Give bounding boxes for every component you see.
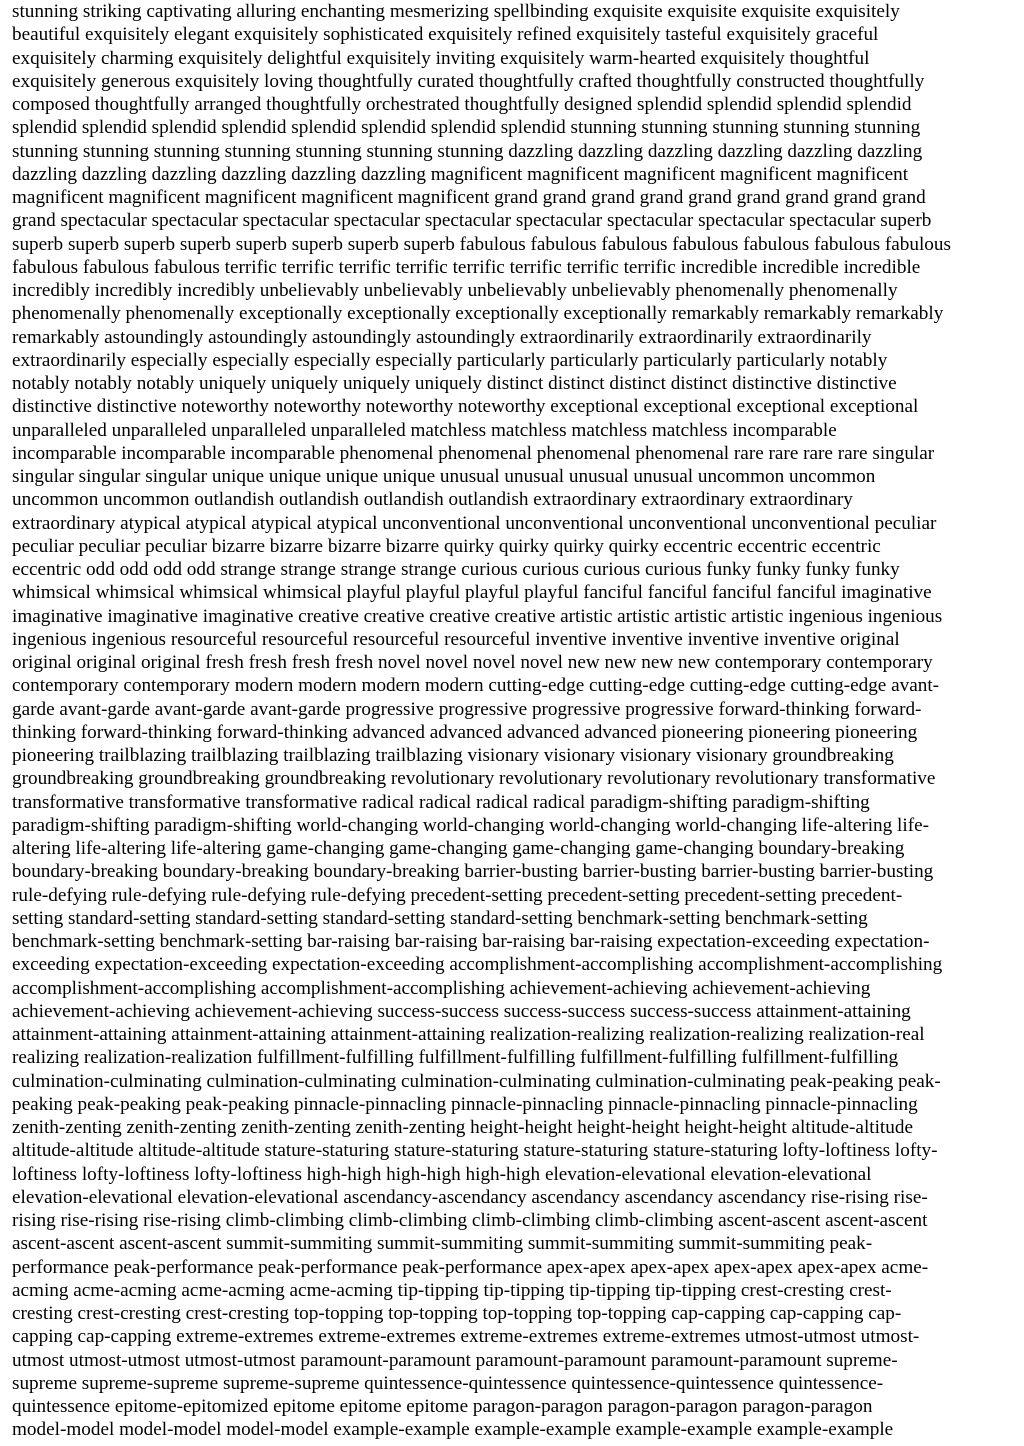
text-line: extraordinarily especially especially especially especially particularly particularly particularly particularly notably — [12, 349, 888, 371]
text-line: stunning striking captivating alluring enchanting mesmerizing spellbinding exquisite exquisite exquisite exquisitely — [12, 1, 900, 22]
text-line: ingenious ingenious resourceful resourceful resourceful resourceful inventive inventive inventive inventive original — [12, 628, 900, 650]
text-line: paradigm-shifting paradigm-shifting world-changing world-changing world-changing world-changing life-altering life- — [12, 814, 929, 836]
text-line: magnificent magnificent magnificent magnificent magnificent grand grand grand grand grand grand grand grand grand — [12, 187, 926, 208]
text-line: thinking forward-thinking forward-thinking advanced advanced advanced advanced pioneering pioneering pioneering — [12, 721, 918, 743]
text-line: extraordinary atypical atypical atypical atypical unconventional unconventional unconventional unconventional peculiar — [12, 512, 937, 534]
text-line: cresting crest-cresting crest-cresting top-topping top-topping top-topping top-topping cap-capping cap-capping cap- — [12, 1303, 902, 1324]
text-line: accomplishment-accomplishing accomplishment-accomplishing achievement-achieving achievement-achieving — [12, 977, 871, 999]
text-line: garde avant-garde avant-garde avant-garde progressive progressive progressive progressive forward-thinking forward- — [12, 698, 922, 720]
text-line: culmination-culminating culmination-culminating culmination-culminating culmination-culminating peak-peaking peak- — [12, 1070, 941, 1092]
text-line: whimsical whimsical whimsical whimsical playful playful playful playful fanciful fanciful fanciful fanciful imaginative — [12, 582, 932, 604]
text-line: exquisitely generous exquisitely loving thoughtfully curated thoughtfully crafted thoughtfully constructed thoughtfully — [12, 70, 925, 92]
text-line: ascent-ascent ascent-ascent summit-summiting summit-summiting summit-summiting summit-summiting peak- — [12, 1233, 873, 1255]
text-line: setting standard-setting standard-setting standard-setting standard-setting benchmark-setting benchmark-setting — [12, 907, 868, 929]
text-line: groundbreaking groundbreaking groundbreaking revolutionary revolutionary revolutionary revolutionary transformative — [12, 768, 936, 790]
text-line: rule-defying rule-defying rule-defying rule-defying precedent-setting precedent-setting precedent-setting precedent- — [12, 884, 903, 906]
text-line: supreme supreme-supreme supreme-supreme quintessence-quintessence quintessence-quintessence quintessence- — [12, 1372, 884, 1394]
text-line: rising rise-rising rise-rising climb-climbing climb-climbing climb-climbing climb-climbing ascent-ascent ascent-ascent — [12, 1210, 928, 1231]
text-line: uncommon uncommon outlandish outlandish outlandish outlandish extraordinary extraordinary extraordinary — [12, 489, 853, 511]
text-line: exceeding expectation-exceeding expectation-exceeding accomplishment-accomplishing accomplishment-accomplishing — [12, 954, 943, 976]
text-line: attainment-attaining attainment-attaining attainment-attaining realization-realizing realization-realizing realization-real — [12, 1024, 925, 1045]
text-line: exquisitely charming exquisitely delightful exquisitely inviting exquisitely warm-hearted exquisitely thoughtful — [12, 47, 870, 69]
text-line: acming acme-acming acme-acming acme-acming tip-tipping tip-tipping tip-tipping tip-tipping crest-cresting crest- — [12, 1279, 892, 1301]
text-line: dazzling dazzling dazzling dazzling dazzling dazzling magnificent magnificent magnificent magnificent magnificent — [12, 163, 909, 185]
text-line: beautiful exquisitely elegant exquisitely sophisticated exquisitely refined exquisitely tasteful exquisitely graceful — [12, 24, 879, 46]
text-line: loftiness lofty-loftiness lofty-loftiness high-high high-high high-high elevation-elevational elevation-elevational — [12, 1163, 872, 1185]
text-line: boundary-breaking boundary-breaking boundary-breaking barrier-busting barrier-busting barrier-busting barrier-busting — [12, 861, 934, 883]
text-line: imaginative imaginative imaginative creative creative creative creative artistic artistic artistic artistic ingenious ingenious — [12, 605, 943, 627]
text-line: model-model model-model model-model example-example example-example example-example example-example — [12, 1419, 894, 1441]
text-line: achievement-achieving achievement-achieving success-success success-success success-success attainment-attaining — [12, 1000, 911, 1022]
text-line: pioneering trailblazing trailblazing trailblazing trailblazing visionary visionary visionary visionary groundbreaking — [12, 745, 894, 766]
text-line: elevation-elevational elevation-elevational ascendancy-ascendancy ascendancy ascendancy ascendancy rise-rising rise- — [12, 1186, 928, 1208]
text-line: stunning stunning stunning stunning stunning stunning stunning dazzling dazzling dazzling dazzling dazzling dazzling — [12, 140, 923, 162]
text-line: eccentric odd odd odd odd strange strange strange strange curious curious curious curious funky funky funky funky — [12, 559, 900, 580]
text-line: splendid splendid splendid splendid splendid splendid splendid splendid stunning stunning stunning stunning stunning — [12, 117, 921, 139]
text-line: notably notably notably uniquely uniquely uniquely uniquely distinct distinct distinct distinct distinctive distinctive — [12, 373, 897, 394]
text-line: transformative transformative transformative radical radical radical radical paradigm-shifting paradigm-shifting — [12, 791, 870, 813]
text-line: utmost utmost-utmost utmost-utmost paramount-paramount paramount-paramount paramount-paramount supreme- — [12, 1349, 898, 1371]
text-line: altering life-altering life-altering game-changing game-changing game-changing game-changing boundary-breaking — [12, 838, 905, 859]
text-line: distinctive distinctive noteworthy noteworthy noteworthy noteworthy exceptional exceptional exceptional exceptional — [12, 396, 919, 418]
text-line: altitude-altitude altitude-altitude stature-staturing stature-staturing stature-staturing stature-staturing lofty-loftiness lofty- — [12, 1140, 938, 1162]
text-line: peculiar peculiar peculiar bizarre bizarre bizarre bizarre quirky quirky quirky quirky eccentric eccentric eccentric — [12, 535, 881, 557]
text-line: remarkably astoundingly astoundingly astoundingly astoundingly extraordinarily extraordinarily extraordinarily — [12, 326, 872, 348]
text-line: peaking peak-peaking peak-peaking pinnacle-pinnacling pinnacle-pinnacling pinnacle-pinnacling pinnacle-pinnacling — [12, 1093, 918, 1115]
text-line: superb superb superb superb superb superb superb superb fabulous fabulous fabulous fabulous fabulous fabulous fabulous — [12, 233, 951, 255]
text-line: phenomenally phenomenally exceptionally exceptionally exceptionally exceptionally remarkably remarkably remarkably — [12, 303, 944, 325]
text-line: singular singular singular unique unique unique unique unusual unusual unusual unusual uncommon uncommon — [12, 466, 876, 487]
text-line: performance peak-performance peak-performance peak-performance apex-apex apex-apex apex-apex apex-apex acme- — [12, 1256, 929, 1278]
text-line: benchmark-setting benchmark-setting bar-raising bar-raising bar-raising bar-raising expectation-exceeding expectation- — [12, 931, 930, 952]
text-line: quintessence epitome-epitomized epitome epitome epitome paragon-paragon paragon-paragon paragon-paragon — [12, 1396, 873, 1417]
text-line: incomparable incomparable incomparable phenomenal phenomenal phenomenal phenomenal rare rare rare rare singular — [12, 442, 935, 464]
text-line: realizing realization-realization fulfillment-fulfilling fulfillment-fulfilling fulfillment-fulfilling fulfillment-fulfilling — [12, 1047, 899, 1069]
text-line: capping cap-capping extreme-extremes extreme-extremes extreme-extremes extreme-extremes utmost-utmost utmost- — [12, 1326, 920, 1348]
text-line: contemporary contemporary modern modern modern modern cutting-edge cutting-edge cutting-edge cutting-edge avant- — [12, 675, 940, 697]
text-line: fabulous fabulous fabulous terrific terrific terrific terrific terrific terrific terrific terrific incredible incredible incredible — [12, 256, 921, 278]
text-line: original original original fresh fresh fresh fresh novel novel novel novel new new new new contemporary contemporary — [12, 652, 933, 673]
text-line: incredibly incredibly incredibly unbelievably unbelievably unbelievably unbelievably phenomenally phenomenally — [12, 280, 898, 301]
text-line: grand spectacular spectacular spectacular spectacular spectacular spectacular spectacular spectacular spectacular superb — [12, 210, 932, 232]
text-line: zenith-zenting zenith-zenting zenith-zenting zenith-zenting height-height height-height height-height altitude-altitude — [12, 1117, 913, 1138]
text-line: composed thoughtfully arranged thoughtfully orchestrated thoughtfully designed splendid splendid splendid splendid — [12, 94, 912, 115]
text-line: unparalleled unparalleled unparalleled unparalleled matchless matchless matchless matchless incomparable — [12, 419, 837, 441]
